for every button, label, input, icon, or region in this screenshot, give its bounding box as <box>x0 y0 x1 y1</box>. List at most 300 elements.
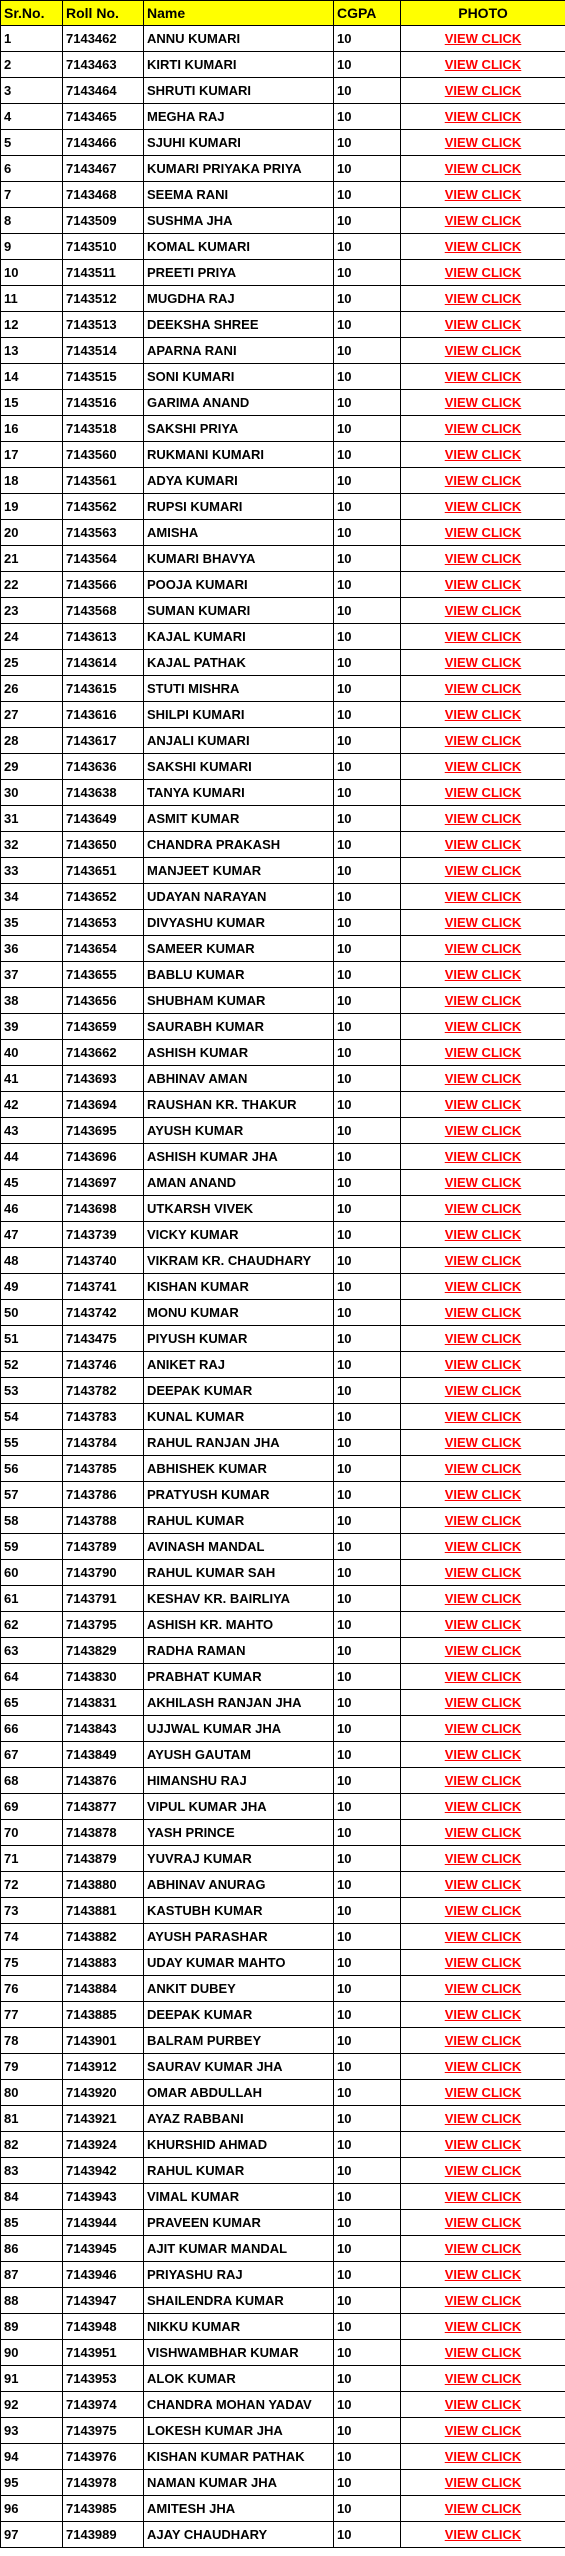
roll-no-cell: 7143562 <box>63 494 144 520</box>
table-row <box>1 52 565 78</box>
name-cell: SAMEER KUMAR <box>144 936 334 962</box>
name-cell: AJIT KUMAR MANDAL <box>144 2236 334 2262</box>
sr-no-cell: 71 <box>1 1846 63 1872</box>
roll-no-cell: 7143786 <box>63 1482 144 1508</box>
sr-no-cell: 88 <box>1 2288 63 2314</box>
view-photo-link[interactable]: VIEW CLICK <box>444 1747 522 1762</box>
view-photo-link[interactable]: VIEW CLICK <box>444 785 522 800</box>
table-row <box>1 1040 565 1066</box>
name-cell: PREETI PRIYA <box>144 260 334 286</box>
roll-no-cell: 7143788 <box>63 1508 144 1534</box>
view-photo-link[interactable]: VIEW CLICK <box>444 1643 522 1658</box>
roll-no-cell: 7143876 <box>63 1768 144 1794</box>
name-cell: YASH PRINCE <box>144 1820 334 1846</box>
table-row <box>1 2054 565 2080</box>
view-photo-link[interactable]: VIEW CLICK <box>444 1253 522 1268</box>
view-photo-link[interactable]: VIEW CLICK <box>444 291 522 306</box>
roll-no-cell: 7143880 <box>63 1872 144 1898</box>
name-cell: PRABHAT KUMAR <box>144 1664 334 1690</box>
name-cell: DIVYASHU KUMAR <box>144 910 334 936</box>
roll-no-cell: 7143563 <box>63 520 144 546</box>
name-cell: KIRTI KUMARI <box>144 52 334 78</box>
view-photo-link[interactable]: VIEW CLICK <box>444 395 522 410</box>
roll-no-cell: 7143568 <box>63 598 144 624</box>
view-photo-link[interactable]: VIEW CLICK <box>444 421 522 436</box>
name-cell: SAKSHI KUMARI <box>144 754 334 780</box>
table-row <box>1 1300 565 1326</box>
view-photo-link[interactable]: VIEW CLICK <box>444 1981 522 1996</box>
table-row <box>1 2158 565 2184</box>
view-photo-link[interactable]: VIEW CLICK <box>444 863 522 878</box>
photo-cell <box>401 650 565 676</box>
roll-no-cell: 7143921 <box>63 2106 144 2132</box>
table-row <box>1 2106 565 2132</box>
view-photo-link[interactable]: VIEW CLICK <box>444 1201 522 1216</box>
name-cell: PIYUSH KUMAR <box>144 1326 334 1352</box>
table-row <box>1 156 565 182</box>
view-photo-link[interactable]: VIEW CLICK <box>444 967 522 982</box>
view-photo-link[interactable]: VIEW CLICK <box>444 1357 522 1372</box>
view-photo-link[interactable]: VIEW CLICK <box>444 837 522 852</box>
table-row <box>1 2262 565 2288</box>
view-photo-link[interactable]: VIEW CLICK <box>444 1773 522 1788</box>
view-photo-link[interactable]: VIEW CLICK <box>444 1695 522 1710</box>
photo-cell <box>401 1196 565 1222</box>
name-cell: AYAZ RABBANI <box>144 2106 334 2132</box>
sr-no-cell: 18 <box>1 468 63 494</box>
cgpa-cell: 10 <box>334 468 401 494</box>
view-photo-link[interactable]: VIEW CLICK <box>444 1019 522 1034</box>
view-photo-link[interactable]: VIEW CLICK <box>444 2163 522 2178</box>
name-cell: SUSHMA JHA <box>144 208 334 234</box>
view-photo-link[interactable]: VIEW CLICK <box>444 1487 522 1502</box>
view-photo-link[interactable]: VIEW CLICK <box>444 889 522 904</box>
roll-no-cell: 7143746 <box>63 1352 144 1378</box>
name-cell: SEEMA RANI <box>144 182 334 208</box>
cgpa-cell: 10 <box>334 806 401 832</box>
cgpa-cell: 10 <box>334 1352 401 1378</box>
roll-no-cell: 7143694 <box>63 1092 144 1118</box>
roll-no-cell: 7143466 <box>63 130 144 156</box>
view-photo-link[interactable]: VIEW CLICK <box>444 1071 522 1086</box>
name-cell: AYUSH GAUTAM <box>144 1742 334 1768</box>
name-cell: ABHISHEK KUMAR <box>144 1456 334 1482</box>
roll-no-cell: 7143617 <box>63 728 144 754</box>
cgpa-cell: 10 <box>334 2340 401 2366</box>
sr-no-cell: 52 <box>1 1352 63 1378</box>
name-cell: VICKY KUMAR <box>144 1222 334 1248</box>
table-row <box>1 1196 565 1222</box>
roll-no-cell: 7143953 <box>63 2366 144 2392</box>
view-photo-link[interactable]: VIEW CLICK <box>444 2085 522 2100</box>
roll-no-cell: 7143615 <box>63 676 144 702</box>
sr-no-cell: 29 <box>1 754 63 780</box>
cgpa-cell: 10 <box>334 1924 401 1950</box>
view-photo-link[interactable]: VIEW CLICK <box>444 213 522 228</box>
name-cell: ALOK KUMAR <box>144 2366 334 2392</box>
roll-no-cell: 7143695 <box>63 1118 144 1144</box>
photo-cell <box>401 1508 565 1534</box>
sr-no-cell: 44 <box>1 1144 63 1170</box>
view-photo-link[interactable]: VIEW CLICK <box>444 1435 522 1450</box>
table-row <box>1 676 565 702</box>
sr-no-cell: 50 <box>1 1300 63 1326</box>
table-row <box>1 728 565 754</box>
view-photo-link[interactable]: VIEW CLICK <box>444 681 522 696</box>
cgpa-cell: 10 <box>334 546 401 572</box>
photo-cell <box>401 1872 565 1898</box>
cgpa-cell: 10 <box>334 234 401 260</box>
photo-cell <box>401 364 565 390</box>
cgpa-cell: 10 <box>334 1456 401 1482</box>
photo-cell <box>401 2418 565 2444</box>
cgpa-cell: 10 <box>334 2158 401 2184</box>
view-photo-link[interactable]: VIEW CLICK <box>444 1175 522 1190</box>
view-photo-link[interactable]: VIEW CLICK <box>444 655 522 670</box>
roll-no-cell: 7143693 <box>63 1066 144 1092</box>
cgpa-cell: 10 <box>334 2236 401 2262</box>
table-row <box>1 1872 565 1898</box>
view-photo-link[interactable]: VIEW CLICK <box>444 1799 522 1814</box>
name-cell: KISHAN KUMAR PATHAK <box>144 2444 334 2470</box>
view-photo-link[interactable]: VIEW CLICK <box>444 2501 522 2516</box>
roll-no-cell: 7143831 <box>63 1690 144 1716</box>
name-cell: ASHISH KUMAR <box>144 1040 334 1066</box>
table-row <box>1 2366 565 2392</box>
view-photo-link[interactable]: VIEW CLICK <box>444 2215 522 2230</box>
table-row <box>1 364 565 390</box>
name-cell: HIMANSHU RAJ <box>144 1768 334 1794</box>
sr-no-cell: 16 <box>1 416 63 442</box>
view-photo-link[interactable]: VIEW CLICK <box>444 447 522 462</box>
roll-no-cell: 7143830 <box>63 1664 144 1690</box>
view-photo-link[interactable]: VIEW CLICK <box>444 31 522 46</box>
cgpa-cell: 10 <box>334 650 401 676</box>
table-row <box>1 2522 565 2548</box>
name-cell: SAKSHI PRIYA <box>144 416 334 442</box>
table-row <box>1 286 565 312</box>
sr-no-cell: 73 <box>1 1898 63 1924</box>
view-photo-link[interactable]: VIEW CLICK <box>444 1461 522 1476</box>
photo-cell <box>401 1612 565 1638</box>
sr-no-cell: 11 <box>1 286 63 312</box>
table-row <box>1 1066 565 1092</box>
roll-no-cell: 7143878 <box>63 1820 144 1846</box>
cgpa-cell: 10 <box>334 2106 401 2132</box>
cgpa-cell: 10 <box>334 884 401 910</box>
name-cell: GARIMA ANAND <box>144 390 334 416</box>
cgpa-cell: 10 <box>334 2080 401 2106</box>
view-photo-link[interactable]: VIEW CLICK <box>444 1513 522 1528</box>
name-cell: ANJALI KUMARI <box>144 728 334 754</box>
table-row <box>1 1014 565 1040</box>
roll-no-cell: 7143978 <box>63 2470 144 2496</box>
view-photo-link[interactable]: VIEW CLICK <box>444 2449 522 2464</box>
table-row <box>1 416 565 442</box>
table-row <box>1 1586 565 1612</box>
table-row <box>1 1118 565 1144</box>
view-photo-link[interactable]: VIEW CLICK <box>444 941 522 956</box>
view-photo-link[interactable]: VIEW CLICK <box>444 2267 522 2282</box>
view-photo-link[interactable]: VIEW CLICK <box>444 109 522 124</box>
view-photo-link[interactable]: VIEW CLICK <box>444 1929 522 1944</box>
cgpa-cell: 10 <box>334 1378 401 1404</box>
photo-cell <box>401 728 565 754</box>
view-photo-link[interactable]: VIEW CLICK <box>444 2293 522 2308</box>
view-photo-link[interactable]: VIEW CLICK <box>444 317 522 332</box>
sr-no-cell: 78 <box>1 2028 63 2054</box>
view-photo-link[interactable]: VIEW CLICK <box>444 239 522 254</box>
view-photo-link[interactable]: VIEW CLICK <box>444 1045 522 1060</box>
roll-no-cell: 7143638 <box>63 780 144 806</box>
cgpa-cell: 10 <box>334 2418 401 2444</box>
view-photo-link[interactable]: VIEW CLICK <box>444 1279 522 1294</box>
name-cell: UJJWAL KUMAR JHA <box>144 1716 334 1742</box>
table-row <box>1 2132 565 2158</box>
table-row <box>1 546 565 572</box>
name-cell: AKHILASH RANJAN JHA <box>144 1690 334 1716</box>
view-photo-link[interactable]: VIEW CLICK <box>444 1123 522 1138</box>
view-photo-link[interactable]: VIEW CLICK <box>444 1305 522 1320</box>
view-photo-link[interactable]: VIEW CLICK <box>444 499 522 514</box>
roll-no-cell: 7143790 <box>63 1560 144 1586</box>
sr-no-cell: 23 <box>1 598 63 624</box>
table-row <box>1 1768 565 1794</box>
photo-cell <box>401 234 565 260</box>
photo-cell <box>401 598 565 624</box>
view-photo-link[interactable]: VIEW CLICK <box>444 915 522 930</box>
name-cell: KESHAV KR. BAIRLIYA <box>144 1586 334 1612</box>
name-cell: PRATYUSH KUMAR <box>144 1482 334 1508</box>
cgpa-cell: 10 <box>334 1846 401 1872</box>
cgpa-cell: 10 <box>334 260 401 286</box>
name-cell: SHILPI KUMARI <box>144 702 334 728</box>
cgpa-cell: 10 <box>334 858 401 884</box>
cgpa-cell: 10 <box>334 130 401 156</box>
photo-cell <box>401 104 565 130</box>
photo-cell <box>401 858 565 884</box>
view-photo-link[interactable]: VIEW CLICK <box>444 1565 522 1580</box>
view-photo-link[interactable]: VIEW CLICK <box>444 525 522 540</box>
view-photo-link[interactable]: VIEW CLICK <box>444 811 522 826</box>
photo-cell <box>401 988 565 1014</box>
cgpa-cell: 10 <box>334 676 401 702</box>
view-photo-link[interactable]: VIEW CLICK <box>444 707 522 722</box>
cgpa-cell: 10 <box>334 1144 401 1170</box>
sr-no-cell: 67 <box>1 1742 63 1768</box>
view-photo-link[interactable]: VIEW CLICK <box>444 759 522 774</box>
sr-no-cell: 47 <box>1 1222 63 1248</box>
view-photo-link[interactable]: VIEW CLICK <box>444 993 522 1008</box>
table-row <box>1 988 565 1014</box>
header-cgpa: CGPA <box>334 1 401 26</box>
view-photo-link[interactable]: VIEW CLICK <box>444 2475 522 2490</box>
table-row <box>1 2288 565 2314</box>
sr-no-cell: 82 <box>1 2132 63 2158</box>
cgpa-cell: 10 <box>334 156 401 182</box>
cgpa-cell: 10 <box>334 1586 401 1612</box>
photo-cell <box>401 1820 565 1846</box>
view-photo-link[interactable]: VIEW CLICK <box>444 265 522 280</box>
sr-no-cell: 55 <box>1 1430 63 1456</box>
view-photo-link[interactable]: VIEW CLICK <box>444 369 522 384</box>
photo-cell <box>401 468 565 494</box>
cgpa-cell: 10 <box>334 1976 401 2002</box>
sr-no-cell: 36 <box>1 936 63 962</box>
view-photo-link[interactable]: VIEW CLICK <box>444 1617 522 1632</box>
view-photo-link[interactable]: VIEW CLICK <box>444 1409 522 1424</box>
photo-cell <box>401 2262 565 2288</box>
view-photo-link[interactable]: VIEW CLICK <box>444 2007 522 2022</box>
view-photo-link[interactable]: VIEW CLICK <box>444 135 522 150</box>
view-photo-link[interactable]: VIEW CLICK <box>444 161 522 176</box>
name-cell: STUTI MISHRA <box>144 676 334 702</box>
cgpa-cell: 10 <box>334 2522 401 2548</box>
photo-cell <box>401 390 565 416</box>
header-name: Name <box>144 1 334 26</box>
photo-cell <box>401 1456 565 1482</box>
view-photo-link[interactable]: VIEW CLICK <box>444 629 522 644</box>
roll-no-cell: 7143985 <box>63 2496 144 2522</box>
view-photo-link[interactable]: VIEW CLICK <box>444 187 522 202</box>
view-photo-link[interactable]: VIEW CLICK <box>444 2319 522 2334</box>
name-cell: MUGDHA RAJ <box>144 286 334 312</box>
roll-no-cell: 7143656 <box>63 988 144 1014</box>
view-photo-link[interactable]: VIEW CLICK <box>444 1591 522 1606</box>
table-row <box>1 1612 565 1638</box>
sr-no-cell: 7 <box>1 182 63 208</box>
name-cell: ANIKET RAJ <box>144 1352 334 1378</box>
roll-no-cell: 7143651 <box>63 858 144 884</box>
photo-cell <box>401 1794 565 1820</box>
view-photo-link[interactable]: VIEW CLICK <box>444 577 522 592</box>
cgpa-cell: 10 <box>334 1508 401 1534</box>
photo-cell <box>401 1066 565 1092</box>
photo-cell <box>401 1040 565 1066</box>
photo-cell <box>401 1326 565 1352</box>
cgpa-cell: 10 <box>334 1716 401 1742</box>
view-photo-link[interactable]: VIEW CLICK <box>444 1825 522 1840</box>
view-photo-link[interactable]: VIEW CLICK <box>444 1669 522 1684</box>
sr-no-cell: 77 <box>1 2002 63 2028</box>
name-cell: ASMIT KUMAR <box>144 806 334 832</box>
view-photo-link[interactable]: VIEW CLICK <box>444 1383 522 1398</box>
view-photo-link[interactable]: VIEW CLICK <box>444 2059 522 2074</box>
sr-no-cell: 91 <box>1 2366 63 2392</box>
view-photo-link[interactable]: VIEW CLICK <box>444 473 522 488</box>
view-photo-link[interactable]: VIEW CLICK <box>444 1149 522 1164</box>
table-row <box>1 650 565 676</box>
roll-no-cell: 7143782 <box>63 1378 144 1404</box>
view-photo-link[interactable]: VIEW CLICK <box>444 2423 522 2438</box>
sr-no-cell: 70 <box>1 1820 63 1846</box>
cgpa-cell: 10 <box>334 1196 401 1222</box>
view-photo-link[interactable]: VIEW CLICK <box>444 1539 522 1554</box>
photo-cell <box>401 1222 565 1248</box>
view-photo-link[interactable]: VIEW CLICK <box>444 1903 522 1918</box>
view-photo-link[interactable]: VIEW CLICK <box>444 1227 522 1242</box>
photo-cell <box>401 1638 565 1664</box>
name-cell: ASHISH KR. MAHTO <box>144 1612 334 1638</box>
roll-no-cell: 7143948 <box>63 2314 144 2340</box>
sr-no-cell: 75 <box>1 1950 63 1976</box>
photo-cell <box>401 2210 565 2236</box>
view-photo-link[interactable]: VIEW CLICK <box>444 2111 522 2126</box>
cgpa-cell: 10 <box>334 494 401 520</box>
cgpa-cell: 10 <box>334 1560 401 1586</box>
table-row <box>1 1222 565 1248</box>
view-photo-link[interactable]: VIEW CLICK <box>444 1955 522 1970</box>
view-photo-link[interactable]: VIEW CLICK <box>444 57 522 72</box>
sr-no-cell: 62 <box>1 1612 63 1638</box>
sr-no-cell: 51 <box>1 1326 63 1352</box>
sr-no-cell: 68 <box>1 1768 63 1794</box>
cgpa-cell: 10 <box>334 78 401 104</box>
name-cell: SJUHI KUMARI <box>144 130 334 156</box>
photo-cell <box>401 2080 565 2106</box>
view-photo-link[interactable]: VIEW CLICK <box>444 733 522 748</box>
photo-cell <box>401 1274 565 1300</box>
roll-no-cell: 7143560 <box>63 442 144 468</box>
table-row <box>1 1950 565 1976</box>
view-photo-link[interactable]: VIEW CLICK <box>444 2189 522 2204</box>
sr-no-cell: 35 <box>1 910 63 936</box>
name-cell: RUKMANI KUMARI <box>144 442 334 468</box>
view-photo-link[interactable]: VIEW CLICK <box>444 2137 522 2152</box>
view-photo-link[interactable]: VIEW CLICK <box>444 343 522 358</box>
table-row <box>1 1326 565 1352</box>
view-photo-link[interactable]: VIEW CLICK <box>444 2397 522 2412</box>
cgpa-cell: 10 <box>334 988 401 1014</box>
cgpa-cell: 10 <box>334 1040 401 1066</box>
name-cell: UTKARSH VIVEK <box>144 1196 334 1222</box>
view-photo-link[interactable]: VIEW CLICK <box>444 551 522 566</box>
photo-cell <box>401 806 565 832</box>
view-photo-link[interactable]: VIEW CLICK <box>444 1097 522 1112</box>
view-photo-link[interactable]: VIEW CLICK <box>444 1851 522 1866</box>
name-cell: SHUBHAM KUMAR <box>144 988 334 1014</box>
view-photo-link[interactable]: VIEW CLICK <box>444 1721 522 1736</box>
cgpa-cell: 10 <box>334 2288 401 2314</box>
view-photo-link[interactable]: VIEW CLICK <box>444 2033 522 2048</box>
roll-no-cell: 7143795 <box>63 1612 144 1638</box>
roll-no-cell: 7143616 <box>63 702 144 728</box>
photo-cell <box>401 52 565 78</box>
name-cell: POOJA KUMARI <box>144 572 334 598</box>
cgpa-cell: 10 <box>334 1118 401 1144</box>
view-photo-link[interactable]: VIEW CLICK <box>444 1331 522 1346</box>
roll-no-cell: 7143849 <box>63 1742 144 1768</box>
view-photo-link[interactable]: VIEW CLICK <box>444 2345 522 2360</box>
table-row <box>1 2080 565 2106</box>
view-photo-link[interactable]: VIEW CLICK <box>444 2527 522 2542</box>
cgpa-cell: 10 <box>334 390 401 416</box>
view-photo-link[interactable]: VIEW CLICK <box>444 83 522 98</box>
name-cell: RAHUL KUMAR <box>144 2158 334 2184</box>
table-row <box>1 754 565 780</box>
name-cell: KISHAN KUMAR <box>144 1274 334 1300</box>
view-photo-link[interactable]: VIEW CLICK <box>444 2241 522 2256</box>
view-photo-link[interactable]: VIEW CLICK <box>444 1877 522 1892</box>
cgpa-cell: 10 <box>334 572 401 598</box>
sr-no-cell: 60 <box>1 1560 63 1586</box>
view-photo-link[interactable]: VIEW CLICK <box>444 603 522 618</box>
view-photo-link[interactable]: VIEW CLICK <box>444 2371 522 2386</box>
cgpa-cell: 10 <box>334 52 401 78</box>
table-row <box>1 572 565 598</box>
photo-cell <box>401 416 565 442</box>
table-row <box>1 1170 565 1196</box>
